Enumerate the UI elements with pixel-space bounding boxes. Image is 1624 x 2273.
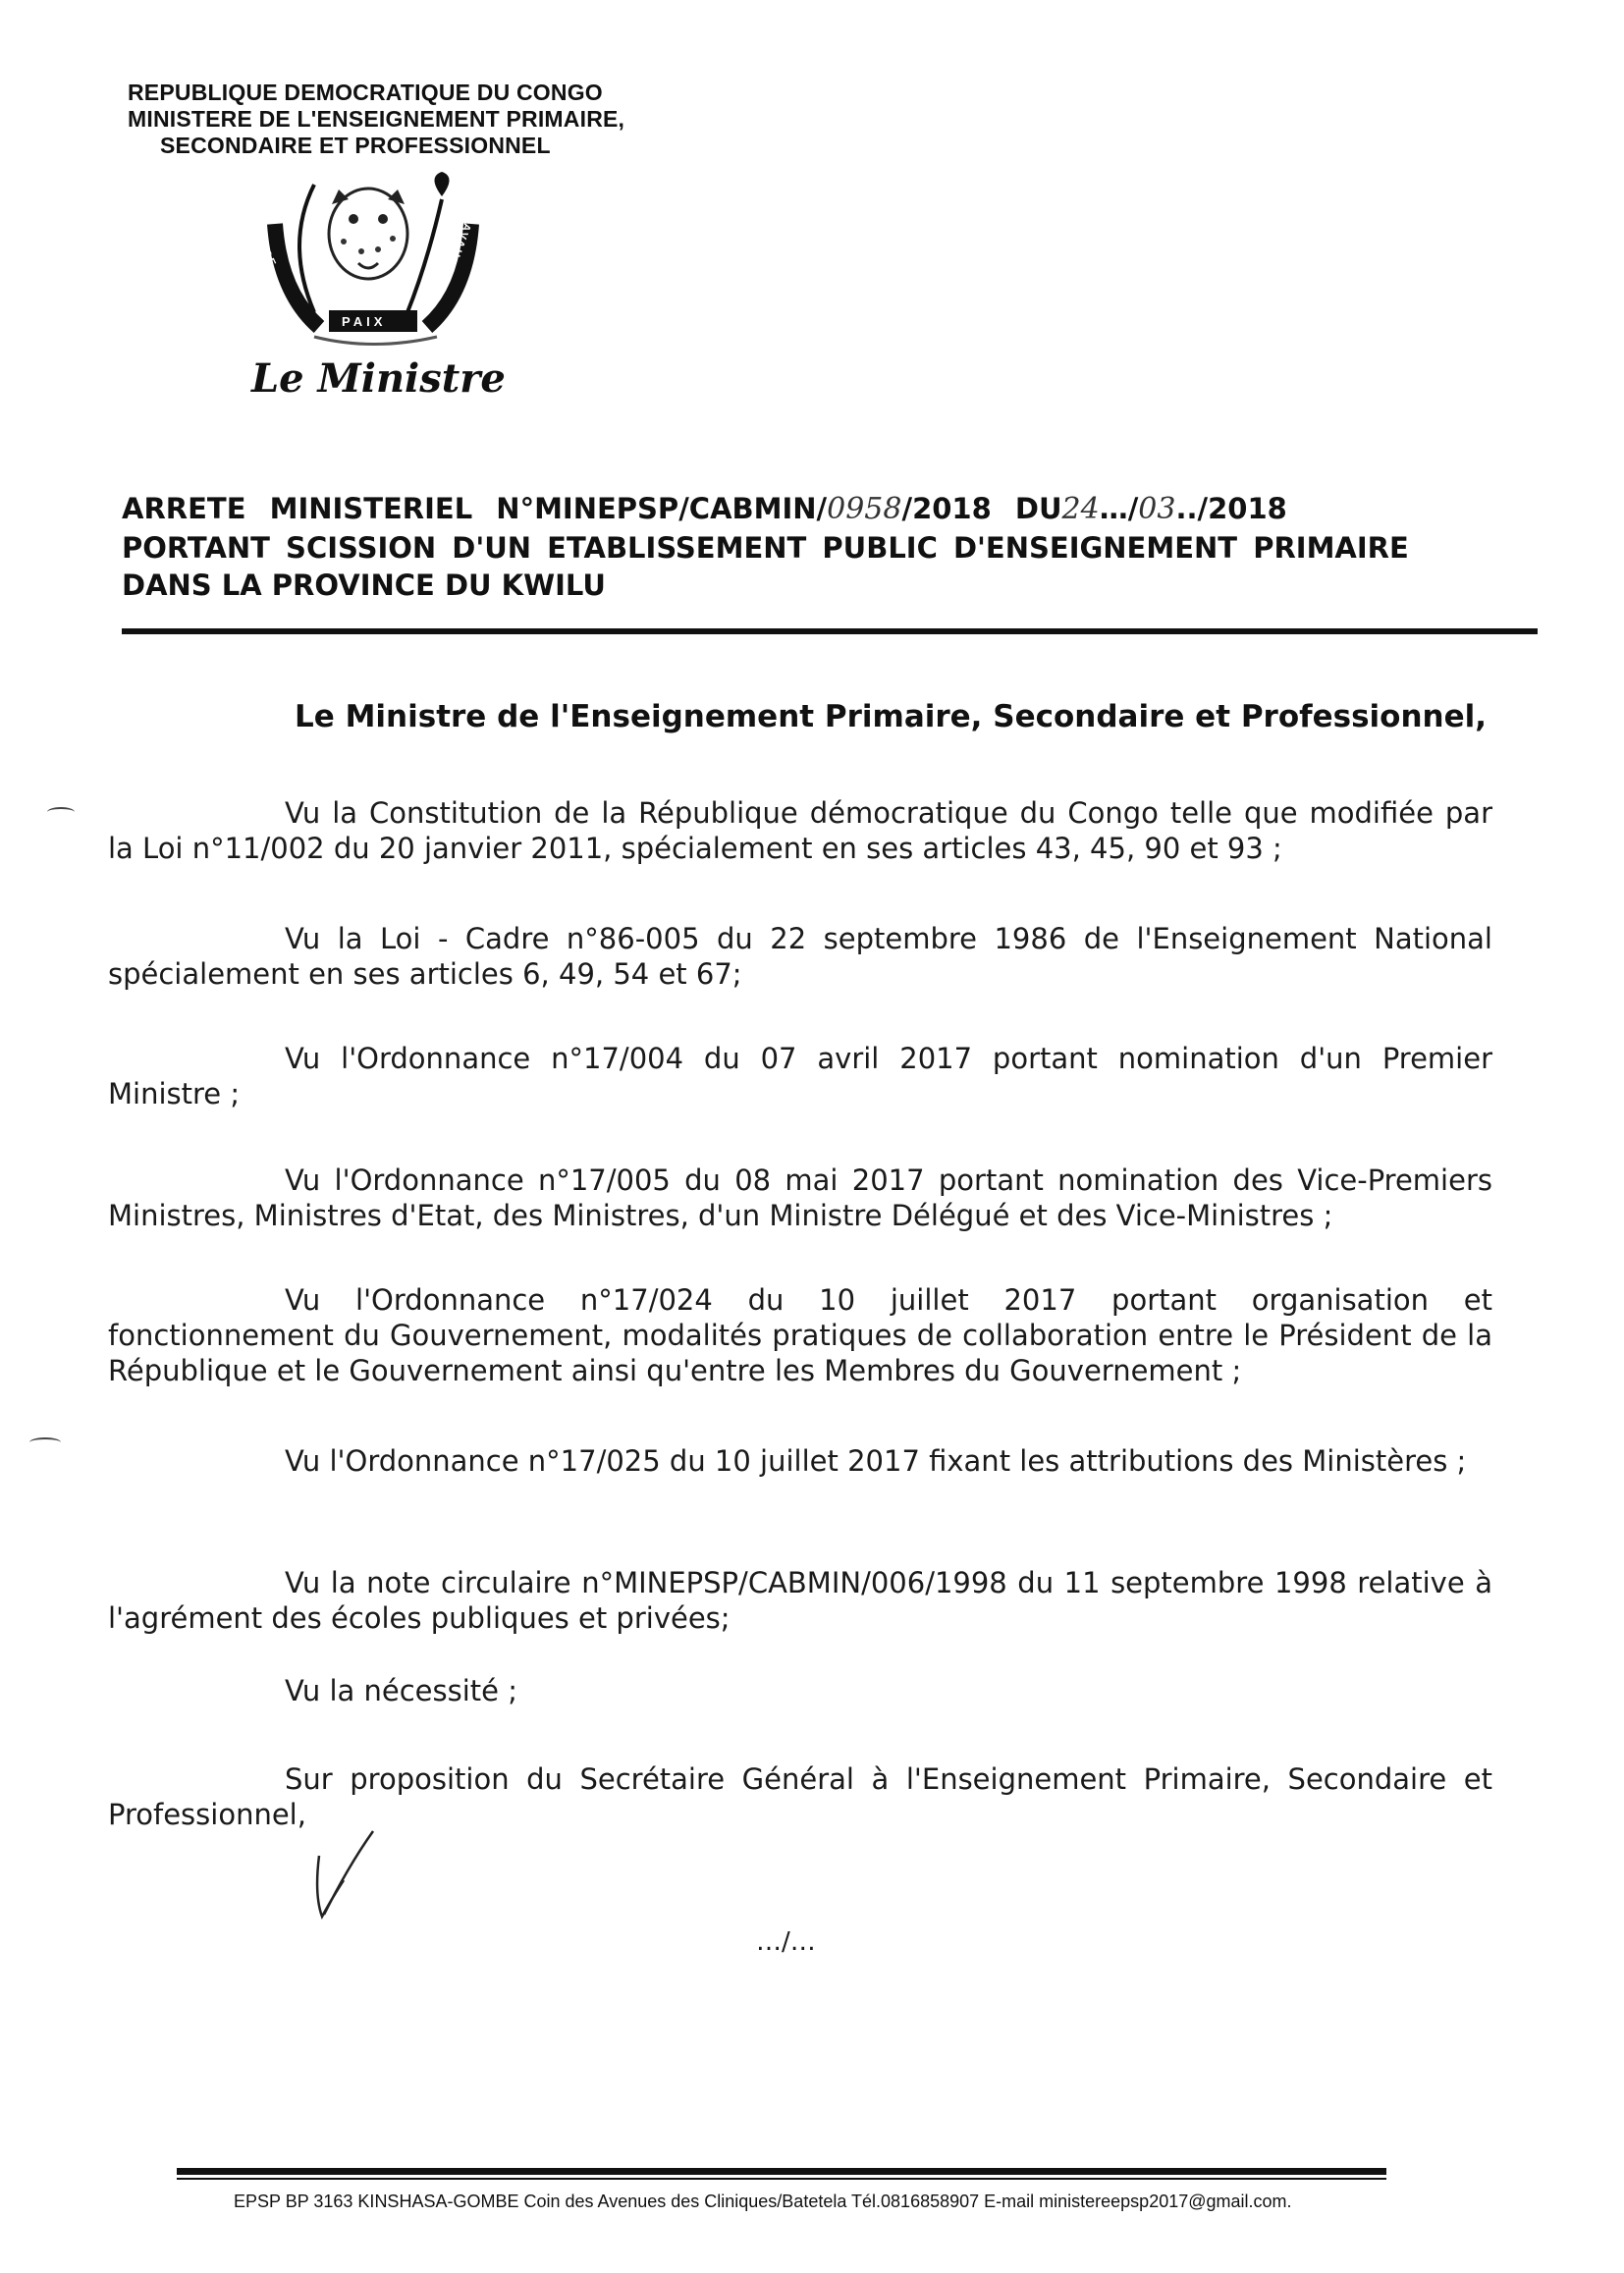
margin-mark [29, 1437, 61, 1447]
decree-title-line-2: PORTANT SCISSION D'UN ETABLISSEMENT PUBLIC D'ENSEIGNEMENT PRIMAIRE [122, 531, 1409, 565]
decree-date-year: ../2018 [1175, 492, 1287, 525]
recital-paragraph: Sur proposition du Secrétaire Général à l'Enseignement Primaire, Secondaire et Professionnel, [108, 1762, 1492, 1831]
continuation-mark: …/… [756, 1927, 816, 1957]
recital-paragraph: Vu l'Ordonnance n°17/025 du 10 juillet 2017 fixant les attributions des Ministères ; [285, 1444, 1467, 1478]
decree-day-handwritten: 24 [1061, 492, 1100, 526]
title-separator [122, 628, 1538, 634]
recital-paragraph: Vu l'Ordonnance n°17/004 du 07 avril 2017 portant nomination d'un Premier Ministre ; [108, 1042, 1492, 1110]
header-line-3: SECONDAIRE ET PROFESSIONNEL [160, 133, 551, 158]
initials-signature-icon [304, 1826, 383, 1924]
decree-prefix: ARRETE MINISTERIEL N°MINEPSP/CABMIN/ [122, 492, 828, 525]
decree-separator: …/ [1099, 492, 1139, 525]
decree-title-line-1 [122, 491, 1536, 527]
recital-paragraph: Vu la nécessité ; [285, 1674, 517, 1707]
header-line-1: REPUBLIQUE DEMOCRATIQUE DU CONGO [128, 80, 603, 105]
recital-paragraph: Vu la Constitution de la République démocratique du Congo telle que modifiée par la Loi n°11/002 du 20 janvier 2011, spécialement en ses articles 43, 45, 90 et 93 ; [108, 796, 1492, 865]
recital-paragraph: Vu la note circulaire n°MINEPSP/CABMIN/006/1998 du 11 septembre 1998 relative à l'agrément des écoles publiques et privées; [108, 1566, 1492, 1635]
signature-title: Le Ministre [251, 355, 506, 402]
recital-paragraph: Vu l'Ordonnance n°17/024 du 10 juillet 2017 portant organisation et fonctionnement du Gouvernement, modalités pratiques de collaboration entre le Président de la République et le Gouvernement ainsi qu'entre les Membres du Gouvernement ; [108, 1283, 1492, 1387]
footer-rule-thin [177, 2178, 1386, 2180]
emblem-text-bottom: PAIX [342, 314, 387, 329]
decree-month-handwritten: 03 [1138, 492, 1176, 526]
recital-paragraph: Vu l'Ordonnance n°17/005 du 08 mai 2017 portant nomination des Vice-Premiers Ministres, Ministres d'Etat, des Ministres, d'un Ministre Délégué et des Vice-Ministres ; [108, 1164, 1492, 1232]
addressee: Le Ministre de l'Enseignement Primaire, Secondaire et Professionnel, [295, 699, 1488, 734]
margin-mark [47, 807, 75, 817]
decree-number-handwritten: 0958 [827, 492, 902, 526]
recital-paragraph: Vu la Loi - Cadre n°86-005 du 22 septembre 1986 de l'Enseignement National spécialement en ses articles 6, 49, 54 et 67; [108, 922, 1492, 991]
footer-address: EPSP BP 3163 KINSHASA-GOMBE Coin des Avenues des Cliniques/Batetela Tél.0816858907 E-mail ministereepsp2017@gmail.com. [234, 2192, 1292, 2211]
footer-rule [177, 2168, 1386, 2175]
emblem-text-right: TRAVAIL [448, 203, 479, 264]
emblem-text-left: JUSTICE [243, 211, 279, 270]
header-line-2: MINISTERE DE L'ENSEIGNEMENT PRIMAIRE, [128, 106, 625, 132]
decree-year: /2018 DU [901, 492, 1062, 525]
decree-title-line-3: DANS LA PROVINCE DU KWILU [122, 568, 606, 602]
